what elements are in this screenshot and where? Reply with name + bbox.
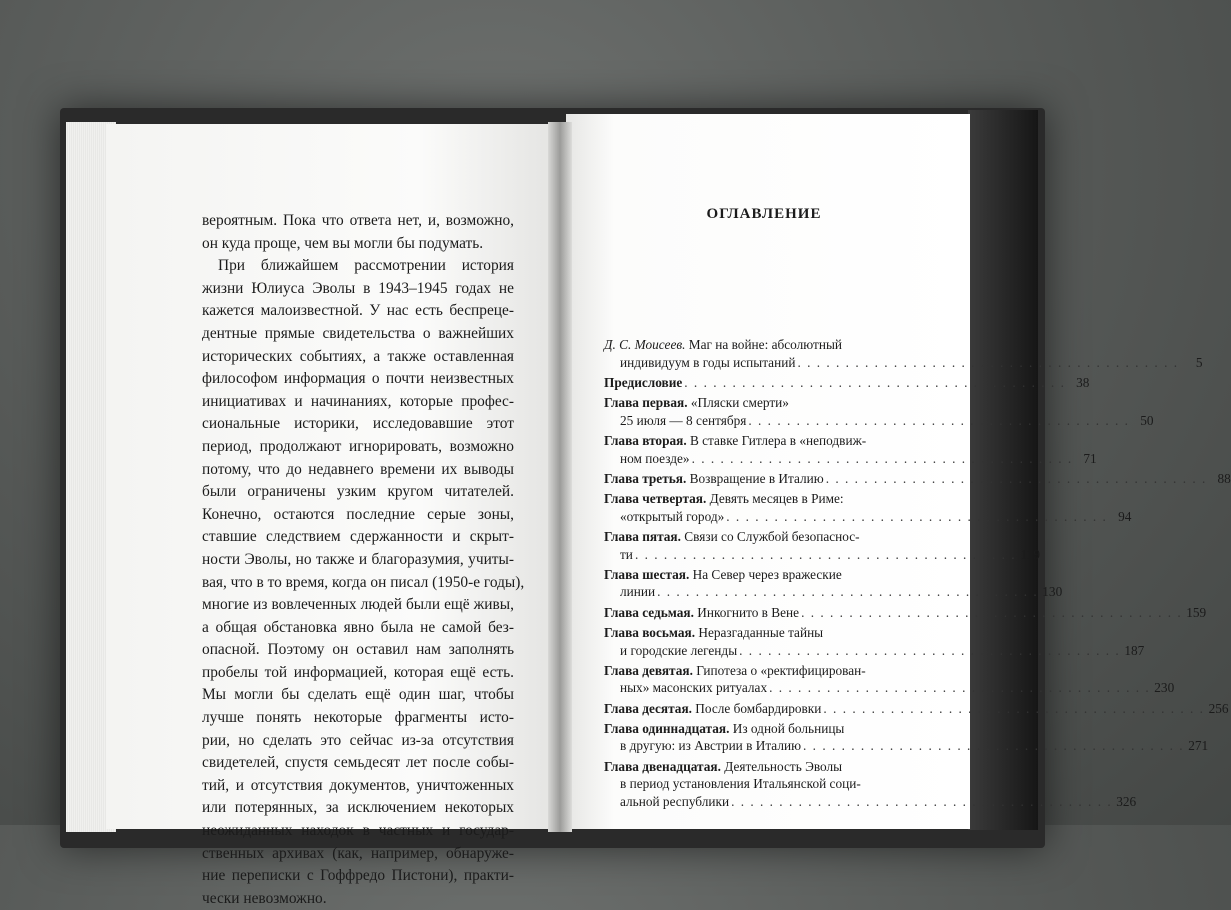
toc-entry-continuation: в период установления Итальянской соци-	[620, 776, 861, 792]
text-line: жизни Юлиуса Эволы в 1943–1945 годах не	[202, 279, 514, 297]
text-line: сиональные историки, исследовавшие этот	[202, 415, 514, 433]
toc-dot-leader: . . . . . . . . . . . . . . . . . . . . . . . . . . . . . . . . . . . . . . . .	[684, 374, 1066, 390]
toc-line	[604, 679, 1175, 697]
toc-entry-text: Девять месяцев в Риме:	[706, 491, 844, 506]
toc-entry	[604, 490, 1132, 525]
left-page-text	[202, 210, 525, 910]
toc-entry-title	[604, 432, 866, 450]
toc-entry-label: Глава первая.	[604, 395, 688, 411]
toc-line	[604, 528, 922, 546]
toc-page-number: 71	[1083, 450, 1097, 466]
text-line: а общая обстановка явно была не самой без-	[202, 618, 514, 636]
toc-page-number: 119	[1020, 546, 1041, 562]
toc-entry-text: Из одной больницы	[729, 720, 845, 736]
text-line: вая, что в то время, когда он писал (1950-е годы),	[202, 573, 525, 591]
toc-entry-continuation: ти	[620, 546, 633, 562]
text-line: неожиданных находок в частных и государ-	[202, 822, 514, 840]
text-line: Конечно, остаются последние серые зоны,	[202, 505, 514, 523]
toc-entry-text: Связи со Службой безопаснос-	[680, 528, 860, 544]
toc-entry-title	[604, 700, 821, 718]
toc-entry-title	[604, 624, 823, 642]
toc-entry-title	[604, 662, 866, 680]
toc-entry-label: Глава пятая.	[604, 528, 681, 544]
toc-entry-text: «Пляски смерти»	[687, 395, 789, 411]
toc-dot-leader: . . . . . . . . . . . . . . . . . . . . . . . . . . . . . . . . . . . . . . . .	[739, 642, 1121, 658]
text-line: ственных архивах (как, например, обнаруже-	[202, 844, 514, 862]
toc-line	[604, 775, 922, 793]
toc-page-number: 230	[1154, 680, 1175, 696]
toc-line	[604, 604, 1207, 622]
toc-entry-label: Глава третья.	[604, 470, 687, 486]
toc-line	[604, 566, 922, 584]
text-line: свидетелей, спустя семьдесят лет после собы-	[202, 754, 514, 772]
toc-page-number: 5	[1195, 354, 1203, 370]
table-of-contents	[604, 336, 1231, 813]
text-line: опасной. Поэтому он оставил нам заполнять	[202, 641, 514, 659]
text-line: ставшие следствием сдержанности и скрыт-	[202, 528, 514, 546]
toc-dot-leader: . . . . . . . . . . . . . . . . . . . . . . . . . . . . . . . . . . . . . . . .	[726, 508, 1108, 524]
toc-line	[604, 720, 922, 738]
toc-entry-label: Предисловие	[604, 374, 683, 390]
toc-line	[604, 394, 922, 412]
text-line: При ближайшем рассмотрении история	[218, 257, 514, 275]
toc-page-number: 159	[1186, 604, 1207, 620]
text-line: дентные прямые свидетельства о важнейших	[202, 324, 514, 342]
toc-entry-title	[604, 336, 842, 354]
toc-page-number: 94	[1118, 508, 1132, 524]
text-line: он куда проще, чем вы могли бы подумать.	[202, 234, 484, 252]
toc-line	[604, 793, 1137, 811]
toc-dot-leader: . . . . . . . . . . . . . . . . . . . . . . . . . . . . . . . . . . . . . . . .	[691, 450, 1073, 466]
toc-entry-text: После бомбардировки	[691, 700, 822, 716]
toc-line	[604, 336, 922, 354]
text-line: были ограничены узким кругом читателей.	[202, 483, 514, 501]
toc-line	[604, 412, 1154, 430]
toc-page-number: 256	[1208, 700, 1229, 716]
text-line: ности Эволы, но также и благоразумия, учиты-	[202, 550, 514, 568]
toc-entry	[604, 336, 1203, 371]
toc-entry-title	[604, 566, 842, 584]
book-gutter	[548, 122, 572, 832]
toc-line	[604, 508, 1132, 526]
toc-dot-leader: . . . . . . . . . . . . . . . . . . . . . . . . . . . . . . . . . . . . . . . .	[823, 700, 1205, 716]
toc-entry-continuation: ных» масонских ритуалах	[620, 680, 768, 696]
toc-line	[604, 700, 1229, 718]
toc-line	[604, 758, 922, 776]
text-line: или потерянных, за исключением некоторых	[202, 799, 514, 817]
toc-dot-leader: . . . . . . . . . . . . . . . . . . . . . . . . . . . . . . . . . . . . . . . .	[731, 794, 1113, 809]
toc-entry-text: Неразгаданные тайны	[695, 624, 824, 640]
text-line: период, продолжают игнорировать, возможно	[202, 437, 514, 455]
toc-entry	[604, 432, 1097, 467]
toc-entry-title	[604, 604, 799, 622]
toc-line	[604, 490, 922, 508]
toc-entry-label: Глава девятая.	[604, 662, 693, 678]
toc-entry-label: Глава восьмая.	[604, 624, 696, 640]
toc-entry-text: Возвращение в Италию	[686, 470, 824, 486]
toc-page-number: 326	[1116, 794, 1137, 809]
toc-entry-continuation: ном поезде»	[620, 450, 690, 466]
toc-entry	[604, 374, 1090, 392]
text-line: лучше понять некоторые фрагменты исто-	[202, 709, 514, 727]
toc-line	[604, 354, 1203, 372]
toc-entry	[604, 394, 1154, 429]
text-line: исторических событиях, а также оставленная	[202, 347, 514, 365]
toc-dot-leader: . . . . . . . . . . . . . . . . . . . . . . . . . . . . . . . . . . . . . . . .	[825, 470, 1207, 486]
toc-entry-label: Глава четвертая.	[604, 491, 707, 506]
toc-entry-text: Маг на войне: абсолютный	[685, 337, 843, 352]
toc-entry-continuation: и городские легенды	[620, 642, 738, 658]
text-line: рии, но сделать это сейчас из-за отсутствия	[202, 731, 514, 749]
toc-entry	[604, 758, 1137, 811]
toc-entry-text: Деятельность Эволы	[720, 758, 843, 774]
toc-entry-label: Глава одиннадцатая.	[604, 720, 730, 736]
text-line: ние переписки с Гоффредо Пистони), практи-	[202, 867, 514, 885]
text-line: Мы могли бы сделать ещё один шаг, чтобы	[202, 686, 514, 704]
toc-dot-leader: . . . . . . . . . . . . . . . . . . . . . . . . . . . . . . . . . . . . . . . .	[801, 604, 1183, 620]
toc-entry-title	[604, 470, 824, 488]
toc-entry-title	[604, 394, 789, 412]
toc-entry	[604, 604, 1207, 622]
toc-page-number: 130	[1042, 584, 1063, 600]
toc-page-number: 38	[1076, 374, 1090, 390]
toc-title: ОГЛАВЛЕНИЕ	[706, 206, 822, 222]
toc-entry-continuation: в другую: из Австрии в Италию	[620, 738, 802, 754]
toc-entry-continuation: 25 июля — 8 сентября	[620, 412, 747, 428]
toc-dot-leader: . . . . . . . . . . . . . . . . . . . . . . . . . . . . . . . . . . . . . . . .	[748, 412, 1130, 428]
toc-dot-leader: . . . . . . . . . . . . . . . . . . . . . . . . . . . . . . . . . . . . . . . .	[797, 354, 1179, 370]
toc-entry	[604, 566, 1063, 601]
toc-entry-title	[604, 528, 860, 546]
toc-entry	[604, 624, 1145, 659]
toc-entry-title	[604, 490, 844, 508]
toc-line	[604, 642, 1145, 660]
toc-entry	[604, 720, 1209, 755]
toc-line	[604, 450, 1097, 468]
text-line: потому, что до недавнего времени их выводы	[202, 460, 514, 478]
toc-dot-leader: . . . . . . . . . . . . . . . . . . . . . . . . . . . . . . . . . . . . . . . .	[657, 584, 1039, 600]
text-line: философом информация о почти неизвестных	[202, 370, 514, 388]
toc-entry-text: В ставке Гитлера в «неподвиж-	[686, 432, 867, 448]
toc-entry	[604, 528, 1041, 563]
text-line: пробелы той информацией, которая ещё есть.	[202, 663, 514, 681]
toc-entry-continuation: линии	[620, 584, 656, 600]
toc-line	[604, 374, 1090, 392]
toc-entry-title	[604, 720, 844, 738]
toc-line	[604, 546, 1041, 564]
toc-entry-label: Глава десятая.	[604, 700, 692, 716]
toc-entry-label: Глава седьмая.	[604, 604, 694, 620]
toc-entry-text: Гипотеза о «ректифицирован-	[692, 662, 866, 678]
toc-entry-title	[604, 374, 682, 392]
text-line: чески невозможно.	[202, 889, 327, 907]
toc-entry-label: Д. С. Моисеев.	[604, 337, 686, 352]
toc-entry-continuation: альной республики	[620, 794, 730, 809]
toc-entry-title	[604, 758, 842, 776]
toc-page-number: 88	[1217, 470, 1231, 486]
toc-entry	[604, 700, 1229, 718]
toc-page-number: 187	[1124, 642, 1145, 658]
toc-entry-label: Глава шестая.	[604, 566, 690, 582]
toc-entry-text: На Север через вражеские	[689, 566, 842, 582]
toc-line	[604, 432, 922, 450]
toc-line	[604, 662, 922, 680]
toc-entry-text: Инкогнито в Вене	[693, 604, 800, 620]
toc-entry	[604, 470, 1231, 488]
toc-entry-label: Глава вторая.	[604, 432, 687, 448]
toc-line	[604, 737, 1209, 755]
text-line: кажется малоизвестной. У нас есть беспреце-	[202, 302, 514, 320]
toc-page-number: 50	[1140, 412, 1154, 428]
text-line: вероятным. Пока что ответа нет, и, возможно,	[202, 212, 514, 229]
toc-entry-label: Глава двенадцатая.	[604, 758, 721, 774]
toc-entry-continuation: «открытый город»	[620, 508, 725, 524]
toc-entry	[604, 662, 1175, 697]
toc-page-number: 271	[1188, 738, 1209, 754]
toc-line	[604, 583, 1063, 601]
toc-dot-leader: . . . . . . . . . . . . . . . . . . . . . . . . . . . . . . . . . . . . . . . .	[634, 546, 1017, 562]
toc-dot-leader: . . . . . . . . . . . . . . . . . . . . . . . . . . . . . . . . . . . . . . . .	[769, 680, 1151, 696]
toc-line	[604, 624, 922, 642]
toc-line	[604, 470, 1231, 488]
text-line: многие из вовлеченных людей были ещё живы,	[202, 596, 514, 614]
toc-entry-continuation: индивидуум в годы испытаний	[620, 354, 796, 370]
text-line: инициативах и начинаниях, которые профес-	[202, 392, 514, 410]
toc-dot-leader: . . . . . . . . . . . . . . . . . . . . . . . . . . . . . . . . . . . . . . . .	[803, 738, 1185, 754]
text-line: тий, и отсутствия документов, уничтоженных	[202, 776, 514, 794]
